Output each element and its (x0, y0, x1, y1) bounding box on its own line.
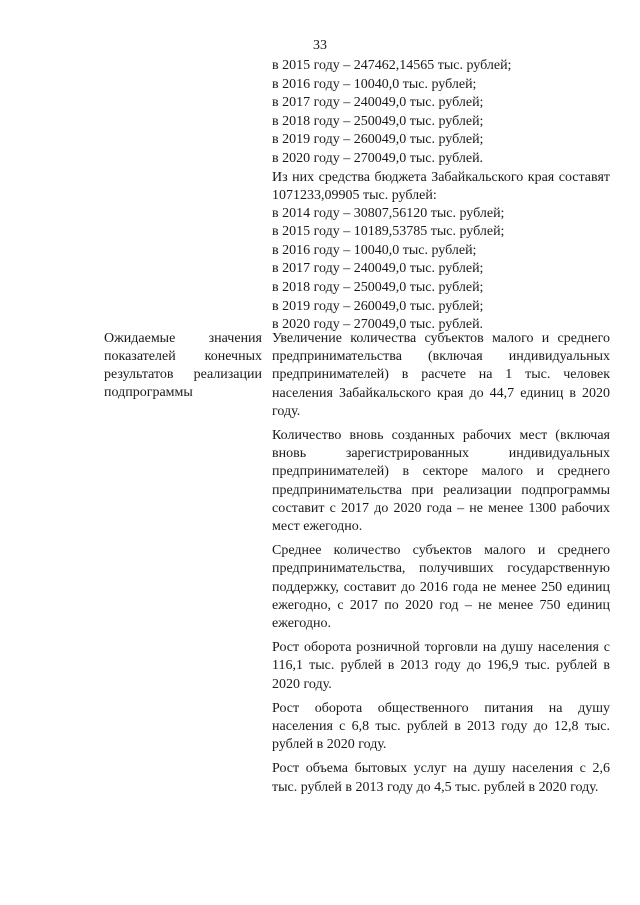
result-paragraph-services: Рост объема бытовых услуг на душу населения с 2,6 тыс. рублей в 2013 году до 4,5 тыс. рублей в 2020 году. (272, 761, 610, 795)
result-paragraph-catering: Рост оборота общественного питания на душу населения с 6,8 тыс. рублей в 2013 году до 12,8 тыс. рублей в 2020 году. (272, 700, 610, 753)
regional-line-2014: в 2014 году – 30807,56120 тыс. рублей; (272, 205, 505, 221)
regional-line-2019: в 2019 году – 260049,0 тыс. рублей; (272, 298, 484, 314)
funding-line-2018: в 2018 году – 250049,0 тыс. рублей; (272, 113, 484, 129)
results-label-line: подпрограммы (104, 385, 193, 400)
funding-line-2016: в 2016 году – 10040,0 тыс. рублей; (272, 76, 477, 92)
funding-line-2020: в 2020 году – 270049,0 тыс. рублей. (272, 150, 484, 166)
page-number: 33 (313, 38, 327, 53)
regional-line-2018: в 2018 году – 250049,0 тыс. рублей; (272, 279, 484, 295)
funding-line-2017: в 2017 году – 240049,0 тыс. рублей; (272, 95, 484, 111)
regional-line-2016: в 2016 году – 10040,0 тыс. рублей; (272, 242, 477, 258)
funding-line-2015: в 2015 году – 247462,14565 тыс. рублей; (272, 58, 512, 73)
results-label-line: показателей конечных (104, 349, 262, 364)
regional-line-2015: в 2015 году – 10189,53785 тыс. рублей; (272, 224, 505, 240)
results-label-line: результатов реализации (104, 367, 262, 382)
result-paragraph-smb-count: Увеличение количества субъектов малого и среднего предпринимательства (включая индивидуальных предпринимателей) в расчете на 1 тыс. человек населения Забайкальского края до 44,7 единиц в 2020 году. (272, 331, 610, 419)
regional-line-2020: в 2020 году – 270049,0 тыс. рублей. (272, 317, 484, 333)
result-paragraph-jobs: Количество вновь созданных рабочих мест (включая вновь зарегистрированных индивидуальных предпринимателей) в секторе малого и среднего предпринимательства при реализации подпрограммы составит с 2017 до 2020 года – не менее 1300 рабочих мест ежегодно. (272, 428, 610, 535)
regional-line-2017: в 2017 году – 240049,0 тыс. рублей; (272, 261, 484, 277)
results-label-line: Ожидаемые значения (104, 331, 262, 346)
funding-line-2019: в 2019 году – 260049,0 тыс. рублей; (272, 132, 484, 148)
results-content (272, 330, 610, 803)
results-label (104, 330, 262, 402)
funding-block (272, 57, 610, 335)
result-paragraph-retail: Рост оборота розничной торговли на душу населения с 116,1 тыс. рублей в 2013 году до 196,9 тыс. рублей в 2020 году. (272, 640, 610, 692)
regional-budget-intro: Из них средства бюджета Забайкальского края составят 1071233,09905 тыс. рублей: (272, 169, 610, 203)
result-paragraph-support: Среднее количество субъектов малого и среднего предпринимательства, получивших государственную поддержку, составит до 2016 года не менее 250 единиц ежегодно, с 2017 по 2020 год – не менее 750 единиц ежегодно. (272, 543, 610, 632)
